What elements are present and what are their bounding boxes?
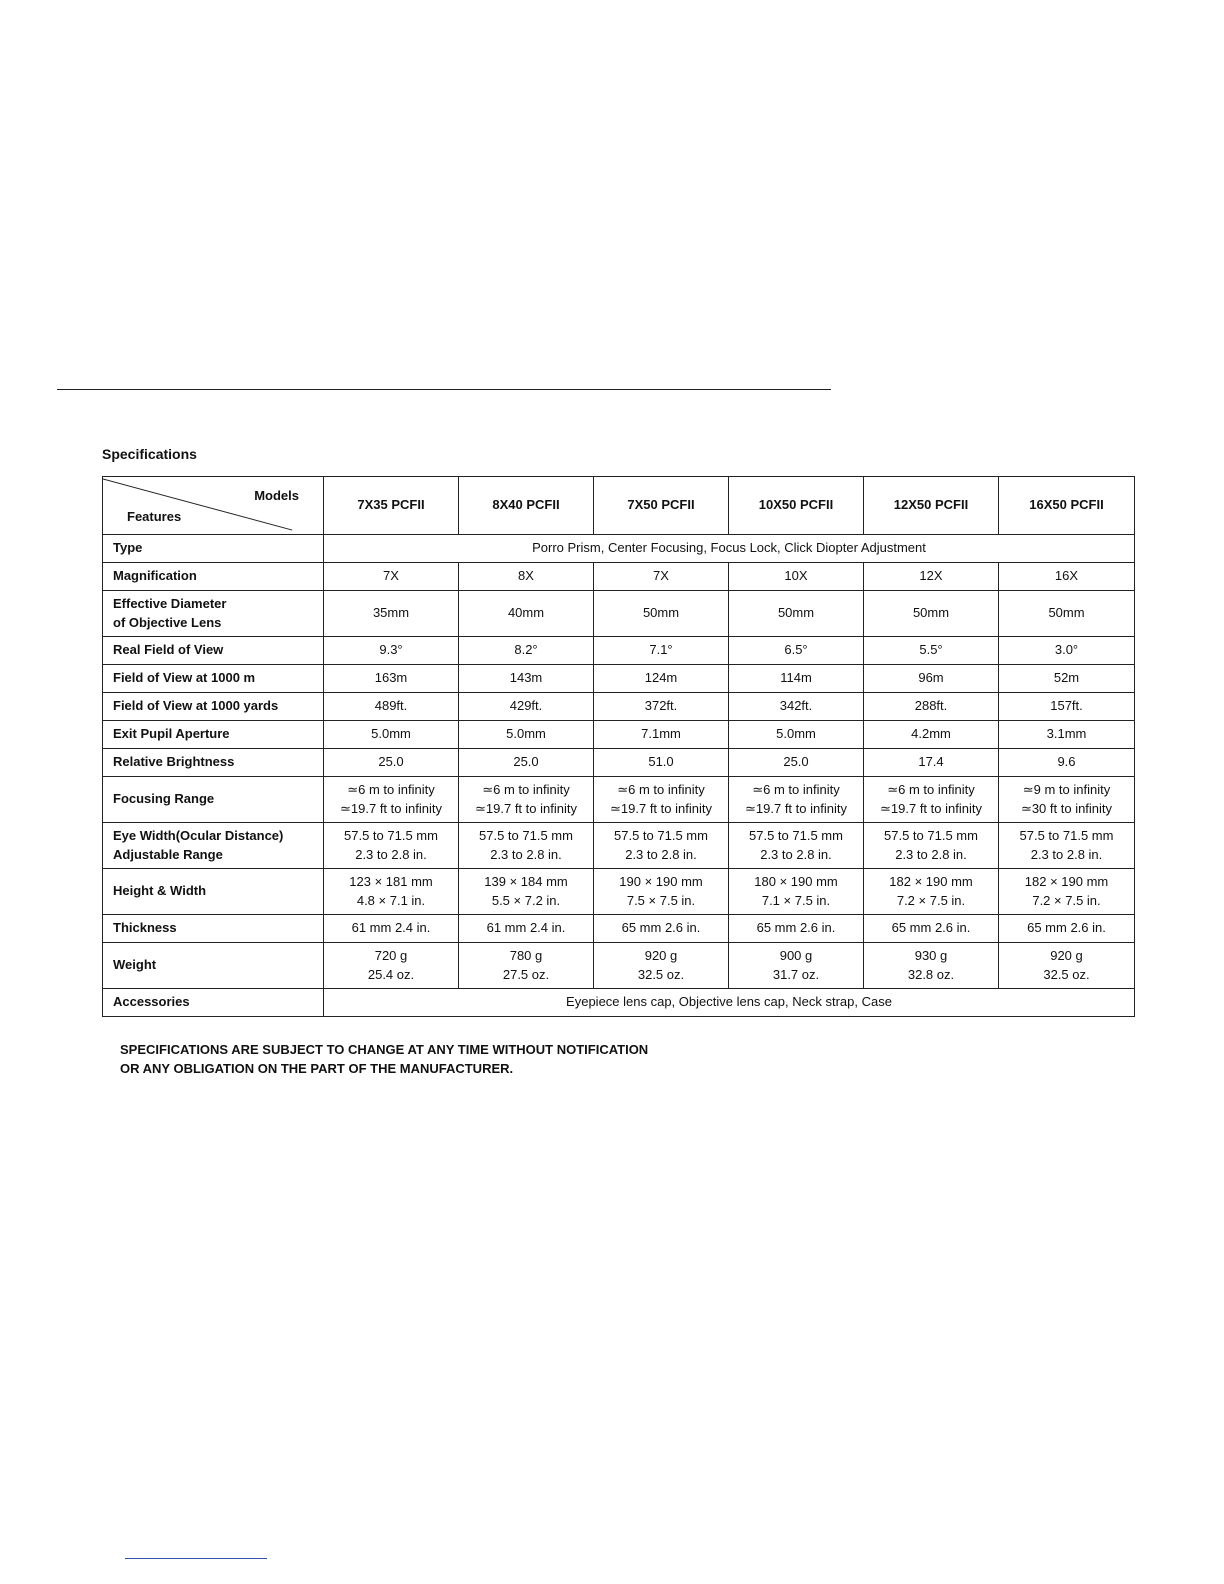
spec-row (103, 637, 1135, 665)
spec-value (594, 563, 729, 591)
spec-value (594, 915, 729, 943)
feature-label-line: Adjustable Range (113, 846, 223, 862)
spec-value-line: 2.3 to 2.8 in. (760, 846, 832, 862)
spec-value-line: 7.1° (649, 642, 673, 658)
spec-row (103, 749, 1135, 777)
spec-value-line: ≃19.7 ft to infinity (880, 800, 982, 816)
spec-value-line: 720 g (374, 948, 408, 964)
feature-label-line: Effective Diameter (113, 596, 227, 612)
spec-value (864, 915, 999, 943)
spec-value (459, 721, 594, 749)
spec-value (459, 563, 594, 591)
spec-value-line: 123 × 181 mm (349, 874, 433, 890)
spec-value (324, 563, 459, 591)
spec-value (864, 943, 999, 989)
feature-label (103, 693, 324, 721)
spec-value (999, 915, 1135, 943)
spec-value (459, 777, 594, 823)
spec-value (864, 721, 999, 749)
spec-value (729, 749, 864, 777)
spec-value-line: 114m (780, 670, 812, 686)
spec-value-line: 163m (374, 670, 408, 686)
spec-value-line: 32.5 oz. (637, 966, 685, 982)
model-header: 8X40 PCFII (459, 477, 594, 535)
spec-value-line: 190 × 190 mm (619, 874, 703, 890)
spec-row (103, 915, 1135, 943)
spec-value-line: 61 mm 2.4 in. (351, 920, 431, 936)
spec-value-line: ≃19.7 ft to infinity (340, 800, 442, 816)
spec-value (459, 749, 594, 777)
spec-value-line: 7X (383, 568, 399, 584)
spec-value (594, 823, 729, 869)
spec-value-line: 8.2° (514, 642, 538, 658)
spec-value (459, 915, 594, 943)
spec-value-line: 51.0 (648, 754, 674, 770)
spec-value (864, 869, 999, 915)
spec-value (999, 943, 1135, 989)
spec-value-line: 57.5 to 71.5 mm (1019, 828, 1114, 844)
spec-value (999, 823, 1135, 869)
feature-label (103, 665, 324, 693)
spec-value-line: 6.5° (784, 642, 808, 658)
feature-label (103, 637, 324, 665)
model-header: 12X50 PCFII (864, 477, 999, 535)
spec-value (864, 637, 999, 665)
spec-value-line: 57.5 to 71.5 mm (479, 828, 573, 844)
spec-value-line: 9.6 (1057, 754, 1076, 770)
spec-value (729, 637, 864, 665)
spec-value-line: 2.3 to 2.8 in. (895, 846, 967, 862)
specifications-table (102, 476, 1135, 1017)
spec-value (864, 749, 999, 777)
spec-value (999, 637, 1135, 665)
accessories-row (103, 989, 1135, 1017)
spec-value (999, 721, 1135, 749)
feature-label (103, 869, 324, 915)
spec-row (103, 777, 1135, 823)
spec-value-line: 50mm (1048, 605, 1085, 621)
feature-label (103, 749, 324, 777)
spec-value-line: 25.0 (378, 754, 404, 770)
spec-value-line: 7.1mm (641, 726, 681, 742)
spec-value (729, 915, 864, 943)
spec-value-line: 920 g (644, 948, 678, 964)
bottom-rule (125, 1558, 267, 1559)
spec-value (324, 915, 459, 943)
feature-label (103, 777, 324, 823)
model-header: 7X50 PCFII (594, 477, 729, 535)
spec-value-line: 32.8 oz. (907, 966, 955, 982)
feature-label (103, 721, 324, 749)
spec-value-line: 31.7 oz. (772, 966, 820, 982)
spec-value-line: ≃6 m to infinity (347, 782, 435, 798)
spec-value-line: 32.5 oz. (1043, 966, 1090, 982)
spec-value-line: 429ft. (509, 698, 543, 714)
spec-value-line: 5.0mm (371, 726, 411, 742)
feature-label-line: Eye Width(Ocular Distance) (113, 828, 284, 844)
top-rule (57, 389, 831, 390)
spec-value (324, 943, 459, 989)
spec-value (999, 591, 1135, 637)
spec-row (103, 693, 1135, 721)
spec-value-line: ≃19.7 ft to infinity (610, 800, 712, 816)
feature-label-line: Weight (113, 957, 157, 973)
spec-value-line: 16X (1054, 568, 1079, 584)
spec-value-line: 65 mm 2.6 in. (621, 920, 701, 936)
spec-value (729, 943, 864, 989)
feature-label (103, 943, 324, 989)
feature-label-line: Relative Brightness (113, 754, 235, 770)
spec-value (594, 749, 729, 777)
spec-value-line: 52m (1053, 670, 1080, 686)
spec-value-line: ≃6 m to infinity (617, 782, 705, 798)
spec-row (103, 665, 1135, 693)
spec-value (594, 943, 729, 989)
spec-value (864, 693, 999, 721)
spec-value-line: 7.5 × 7.5 in. (626, 892, 696, 908)
spec-value (324, 823, 459, 869)
spec-value (864, 665, 999, 693)
spec-value (864, 591, 999, 637)
spec-value (324, 721, 459, 749)
spec-value-line: 930 g (914, 948, 948, 964)
spec-value (999, 777, 1135, 823)
notice (120, 1040, 648, 1078)
spec-value-line: 182 × 190 mm (889, 874, 973, 890)
spec-value-line: 5.5 × 7.2 in. (491, 892, 561, 908)
corner-cell (103, 477, 324, 535)
spec-value-line: 780 g (509, 948, 543, 964)
spec-value (324, 591, 459, 637)
spec-value-line: 12X (919, 568, 943, 584)
spec-value-line: 65 mm 2.6 in. (891, 920, 971, 936)
spec-value-line: ≃6 m to infinity (482, 782, 570, 798)
spec-value (864, 823, 999, 869)
feature-label-line: Height & Width (113, 883, 207, 899)
spec-value (459, 869, 594, 915)
spec-value-line: 25.0 (513, 754, 539, 770)
feature-label: Type (103, 535, 324, 563)
spec-value (729, 823, 864, 869)
spec-value-line: 96m (918, 670, 944, 686)
spec-value-line: 7.1 × 7.5 in. (761, 892, 831, 908)
spec-value (459, 823, 594, 869)
spec-value-line: 50mm (777, 605, 815, 621)
feature-label (103, 591, 324, 637)
spec-value-line: ≃9 m to infinity (1022, 782, 1111, 798)
spec-value-line: 372ft. (644, 698, 678, 714)
spec-value-line: 57.5 to 71.5 mm (614, 828, 708, 844)
spec-value (324, 777, 459, 823)
spec-row (103, 721, 1135, 749)
spec-row (103, 943, 1135, 989)
model-header: 16X50 PCFII (999, 477, 1135, 535)
spec-value (594, 665, 729, 693)
spec-value (729, 591, 864, 637)
spec-row (103, 823, 1135, 869)
spec-value (459, 943, 594, 989)
spec-value (999, 869, 1135, 915)
models-label: Models (254, 488, 299, 503)
spec-value (729, 563, 864, 591)
spec-value-line: 143m (509, 670, 543, 686)
feature-label: Accessories (103, 989, 324, 1017)
spec-value (999, 563, 1135, 591)
accessories-value: Eyepiece lens cap, Objective lens cap, Neck strap, Case (324, 989, 1135, 1017)
spec-row (103, 591, 1135, 637)
spec-value (729, 721, 864, 749)
feature-label (103, 563, 324, 591)
notice-line-1: SPECIFICATIONS ARE SUBJECT TO CHANGE AT ANY TIME WITHOUT NOTIFICATION (120, 1042, 649, 1057)
feature-label-line: Field of View at 1000 m (113, 670, 256, 686)
spec-value-line: ≃19.7 ft to infinity (745, 800, 847, 816)
spec-value-line: 182 × 190 mm (1024, 874, 1109, 890)
spec-value-line: 920 g (1050, 948, 1083, 964)
spec-value-line: 57.5 to 71.5 mm (344, 828, 438, 844)
spec-value-line: 57.5 to 71.5 mm (749, 828, 843, 844)
feature-label (103, 823, 324, 869)
spec-value-line: 17.4 (918, 754, 944, 770)
spec-value-line: 7.2 × 7.5 in. (896, 892, 966, 908)
type-value: Porro Prism, Center Focusing, Focus Lock, Click Diopter Adjustment (324, 535, 1135, 563)
spec-value-line: 2.3 to 2.8 in. (355, 846, 427, 862)
spec-value-line: 7.2 × 7.5 in. (1032, 892, 1101, 908)
spec-value (864, 777, 999, 823)
header-row (103, 477, 1135, 535)
spec-value-line: 35mm (372, 605, 410, 621)
spec-value (594, 591, 729, 637)
spec-value-line: 4.2mm (911, 726, 951, 742)
spec-value-line: 5.0mm (776, 726, 816, 742)
feature-label-line: Focusing Range (113, 791, 215, 807)
type-row (103, 535, 1135, 563)
spec-value (729, 665, 864, 693)
spec-value-line: 65 mm 2.6 in. (1027, 920, 1106, 936)
feature-label (103, 915, 324, 943)
spec-value-line: 489ft. (374, 698, 408, 714)
spec-value-line: 2.3 to 2.8 in. (625, 846, 697, 862)
spec-value-line: 25.4 oz. (367, 966, 415, 982)
spec-value (459, 591, 594, 637)
spec-row (103, 563, 1135, 591)
spec-value (729, 693, 864, 721)
feature-label-line: Magnification (113, 568, 197, 584)
spec-value-line: 25.0 (783, 754, 809, 770)
spec-value-line: 180 × 190 mm (754, 874, 838, 890)
spec-value-line: ≃6 m to infinity (752, 782, 840, 798)
feature-label-line: Real Field of View (113, 642, 224, 658)
spec-value (999, 749, 1135, 777)
spec-value (324, 637, 459, 665)
feature-label-line: Exit Pupil Aperture (113, 726, 230, 742)
spec-value-line: 4.8 × 7.1 in. (356, 892, 426, 908)
spec-value-line: 2.3 to 2.8 in. (490, 846, 562, 862)
spec-value (729, 869, 864, 915)
spec-value (594, 869, 729, 915)
model-header: 10X50 PCFII (729, 477, 864, 535)
spec-value-line: 342ft. (779, 698, 813, 714)
spec-value-line: 7X (653, 568, 669, 584)
spec-value-line: 3.0° (1054, 642, 1079, 658)
spec-value-line: 5.0mm (506, 726, 546, 742)
spec-value (459, 665, 594, 693)
spec-value (324, 665, 459, 693)
notice-line-2: OR ANY OBLIGATION ON THE PART OF THE MANUFACTURER. (120, 1061, 514, 1076)
model-header: 7X35 PCFII (324, 477, 459, 535)
spec-value (864, 563, 999, 591)
spec-value-line: 5.5° (919, 642, 943, 658)
spec-value (594, 721, 729, 749)
spec-row (103, 869, 1135, 915)
spec-value-line: 8X (518, 568, 534, 584)
spec-value-line: ≃19.7 ft to infinity (475, 800, 577, 816)
spec-value (324, 749, 459, 777)
feature-label-line: Field of View at 1000 yards (113, 698, 279, 714)
spec-value (324, 693, 459, 721)
spec-value-line: 900 g (779, 948, 813, 964)
spec-value (999, 693, 1135, 721)
spec-value-line: 288ft. (914, 698, 948, 714)
spec-value (594, 693, 729, 721)
spec-value (729, 777, 864, 823)
spec-value-line: 124m (644, 670, 678, 686)
spec-value-line: 50mm (912, 605, 950, 621)
spec-value (594, 637, 729, 665)
spec-value-line: 27.5 oz. (502, 966, 550, 982)
feature-label-line: Thickness (113, 920, 177, 936)
spec-value-line: 3.1mm (1046, 726, 1087, 742)
spec-value (459, 637, 594, 665)
spec-value-line: ≃6 m to infinity (887, 782, 975, 798)
spec-value-line: 61 mm 2.4 in. (486, 920, 566, 936)
spec-value-line: 10X (784, 568, 808, 584)
spec-value-line: 50mm (642, 605, 680, 621)
section-title: Specifications (102, 446, 197, 462)
features-label: Features (127, 508, 182, 524)
spec-value (324, 869, 459, 915)
spec-value (594, 777, 729, 823)
spec-value-line: 157ft. (1050, 698, 1083, 714)
spec-value-line: 2.3 to 2.8 in. (1030, 846, 1103, 862)
spec-value-line: 9.3° (379, 642, 403, 658)
spec-value-line: 139 × 184 mm (484, 874, 568, 890)
spec-value-line: 65 mm 2.6 in. (756, 920, 836, 936)
spec-value (459, 693, 594, 721)
spec-value-line: 40mm (507, 605, 545, 621)
spec-value (999, 665, 1135, 693)
feature-label-line: of Objective Lens (113, 614, 222, 630)
spec-value-line: 57.5 to 71.5 mm (884, 828, 978, 844)
spec-value-line: ≃30 ft to infinity (1020, 800, 1113, 816)
